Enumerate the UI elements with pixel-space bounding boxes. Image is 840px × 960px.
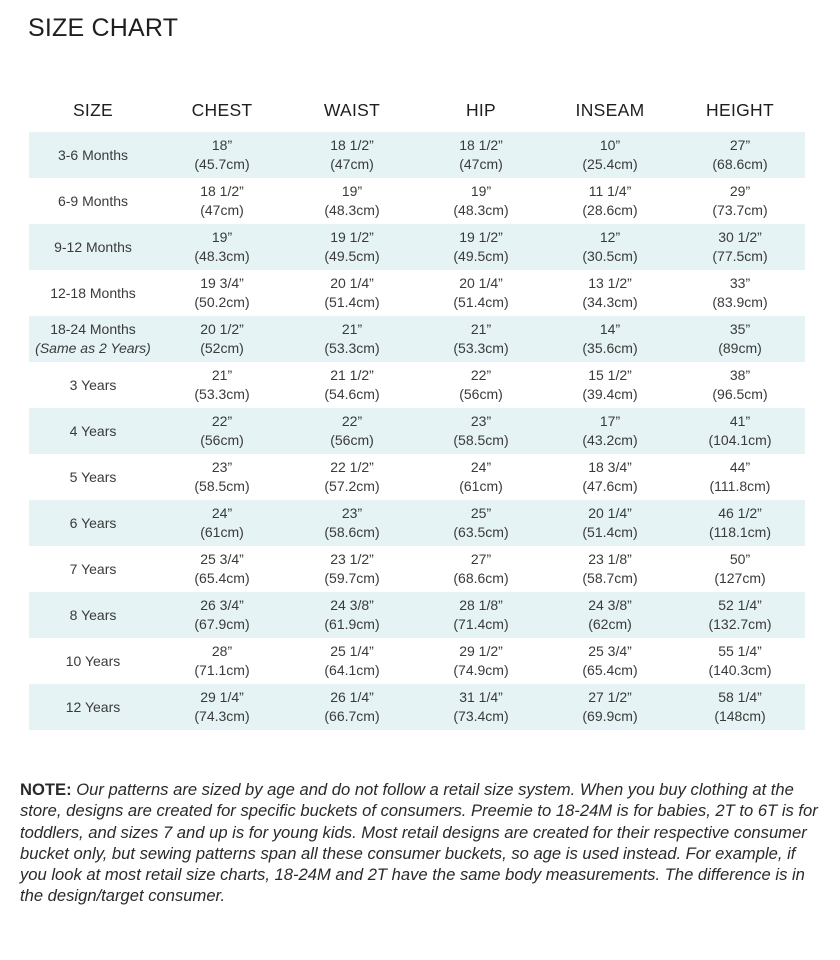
waist-inches: 19 1/2” bbox=[330, 229, 374, 245]
height-cell bbox=[675, 684, 805, 730]
hip-inches: 23” bbox=[470, 413, 492, 429]
chest-cm: (48.3cm) bbox=[194, 248, 250, 264]
chest-cm: (56cm) bbox=[200, 432, 244, 448]
table-row bbox=[29, 684, 805, 730]
hip-cm: (56cm) bbox=[459, 386, 503, 402]
table-body bbox=[29, 132, 805, 730]
inseam-cm: (43.2cm) bbox=[582, 432, 638, 448]
height-cm: (104.1cm) bbox=[708, 432, 772, 448]
inseam-cell bbox=[545, 454, 675, 500]
inseam-inches: 10” bbox=[599, 137, 621, 153]
chest-inches: 29 1/4” bbox=[200, 689, 244, 705]
size-cell bbox=[29, 224, 157, 270]
note-label: NOTE: bbox=[20, 780, 72, 799]
hip-inches: 25” bbox=[470, 505, 492, 521]
height-inches: 30 1/2” bbox=[718, 229, 762, 245]
height-cm: (89cm) bbox=[718, 340, 762, 356]
inseam-cm: (39.4cm) bbox=[582, 386, 638, 402]
size-cell bbox=[29, 362, 157, 408]
chest-cell bbox=[157, 408, 287, 454]
height-cell bbox=[675, 638, 805, 684]
hip-cm: (47cm) bbox=[459, 156, 503, 172]
chest-cell bbox=[157, 638, 287, 684]
table-row bbox=[29, 178, 805, 224]
hip-inches: 31 1/4” bbox=[459, 689, 503, 705]
waist-cell bbox=[287, 546, 417, 592]
inseam-cm: (51.4cm) bbox=[582, 524, 638, 540]
height-cell bbox=[675, 408, 805, 454]
hip-inches: 19 1/2” bbox=[459, 229, 503, 245]
waist-cm: (49.5cm) bbox=[324, 248, 380, 264]
waist-inches: 24 3/8” bbox=[330, 597, 374, 613]
chest-cm: (45.7cm) bbox=[194, 156, 250, 172]
size-note: (Same as 2 Years) bbox=[35, 340, 151, 356]
hip-cell bbox=[417, 546, 545, 592]
chest-inches: 20 1/2” bbox=[200, 321, 244, 337]
inseam-cell bbox=[545, 270, 675, 316]
hip-cell bbox=[417, 684, 545, 730]
waist-cm: (64.1cm) bbox=[324, 662, 380, 678]
waist-cell bbox=[287, 500, 417, 546]
sizing-note bbox=[20, 779, 820, 907]
size-label: 10 Years bbox=[65, 652, 121, 669]
hip-cell bbox=[417, 224, 545, 270]
height-cell bbox=[675, 362, 805, 408]
inseam-cm: (58.7cm) bbox=[582, 570, 638, 586]
inseam-cell bbox=[545, 316, 675, 362]
chest-inches: 25 3/4” bbox=[200, 551, 244, 567]
chest-inches: 24” bbox=[211, 505, 233, 521]
height-cm: (148cm) bbox=[714, 708, 766, 724]
waist-cell bbox=[287, 316, 417, 362]
inseam-cell bbox=[545, 500, 675, 546]
inseam-cell bbox=[545, 408, 675, 454]
hip-cell bbox=[417, 178, 545, 224]
waist-inches: 21 1/2” bbox=[330, 367, 374, 383]
inseam-inches: 25 3/4” bbox=[588, 643, 632, 659]
size-label: 18-24 Months bbox=[50, 321, 136, 337]
waist-cell bbox=[287, 408, 417, 454]
header-size: SIZE bbox=[72, 99, 114, 120]
inseam-inches: 15 1/2” bbox=[588, 367, 632, 383]
header-inseam: INSEAM bbox=[575, 99, 645, 120]
hip-cell bbox=[417, 592, 545, 638]
inseam-cell bbox=[545, 178, 675, 224]
table-row bbox=[29, 408, 805, 454]
chest-cm: (65.4cm) bbox=[194, 570, 250, 586]
hip-inches: 19” bbox=[470, 183, 492, 199]
header-chest: CHEST bbox=[191, 99, 253, 120]
hip-inches: 21” bbox=[470, 321, 492, 337]
waist-inches: 20 1/4” bbox=[330, 275, 374, 291]
height-inches: 50” bbox=[729, 551, 751, 567]
hip-cell bbox=[417, 638, 545, 684]
inseam-cell bbox=[545, 638, 675, 684]
chest-inches: 21” bbox=[211, 367, 233, 383]
header-hip: HIP bbox=[465, 99, 497, 120]
chest-cm: (61cm) bbox=[200, 524, 244, 540]
chest-cell bbox=[157, 132, 287, 178]
table-row bbox=[29, 316, 805, 362]
chest-cm: (67.9cm) bbox=[194, 616, 250, 632]
hip-inches: 18 1/2” bbox=[459, 137, 503, 153]
table-row bbox=[29, 638, 805, 684]
chest-inches: 18 1/2” bbox=[200, 183, 244, 199]
waist-cm: (66.7cm) bbox=[324, 708, 380, 724]
inseam-cell bbox=[545, 224, 675, 270]
waist-inches: 22 1/2” bbox=[330, 459, 374, 475]
height-cell bbox=[675, 224, 805, 270]
size-label: 6 Years bbox=[69, 514, 117, 531]
size-label: 8 Years bbox=[69, 606, 117, 623]
hip-cm: (58.5cm) bbox=[453, 432, 509, 448]
table-header-row bbox=[29, 88, 805, 132]
waist-cm: (61.9cm) bbox=[324, 616, 380, 632]
size-label: 12-18 Months bbox=[50, 284, 136, 301]
size-cell bbox=[29, 638, 157, 684]
inseam-cm: (35.6cm) bbox=[582, 340, 638, 356]
waist-cm: (51.4cm) bbox=[324, 294, 380, 310]
hip-cell bbox=[417, 270, 545, 316]
table-row bbox=[29, 224, 805, 270]
chest-inches: 19” bbox=[211, 229, 233, 245]
size-cell bbox=[29, 500, 157, 546]
chest-inches: 26 3/4” bbox=[200, 597, 244, 613]
waist-cell bbox=[287, 638, 417, 684]
waist-cm: (48.3cm) bbox=[324, 202, 380, 218]
waist-cell bbox=[287, 684, 417, 730]
inseam-inches: 17” bbox=[599, 413, 621, 429]
table-row bbox=[29, 454, 805, 500]
chest-cm: (47cm) bbox=[200, 202, 244, 218]
waist-cell bbox=[287, 224, 417, 270]
hip-cm: (49.5cm) bbox=[453, 248, 509, 264]
inseam-cell bbox=[545, 592, 675, 638]
inseam-cell bbox=[545, 132, 675, 178]
page-title: SIZE CHART bbox=[28, 14, 179, 42]
hip-cell bbox=[417, 454, 545, 500]
waist-inches: 26 1/4” bbox=[330, 689, 374, 705]
waist-cell bbox=[287, 132, 417, 178]
height-inches: 41” bbox=[729, 413, 751, 429]
hip-cm: (61cm) bbox=[459, 478, 503, 494]
height-cell bbox=[675, 270, 805, 316]
size-cell bbox=[29, 454, 157, 500]
size-label: 3 Years bbox=[69, 376, 117, 393]
chest-cell bbox=[157, 178, 287, 224]
waist-inches: 25 1/4” bbox=[330, 643, 374, 659]
hip-cm: (74.9cm) bbox=[453, 662, 509, 678]
hip-cell bbox=[417, 362, 545, 408]
height-cm: (83.9cm) bbox=[712, 294, 768, 310]
height-cm: (111.8cm) bbox=[709, 478, 771, 494]
inseam-inches: 13 1/2” bbox=[588, 275, 632, 291]
chest-cell bbox=[157, 546, 287, 592]
hip-cm: (71.4cm) bbox=[453, 616, 509, 632]
hip-inches: 22” bbox=[470, 367, 492, 383]
inseam-inches: 12” bbox=[599, 229, 621, 245]
hip-cm: (51.4cm) bbox=[453, 294, 509, 310]
height-inches: 33” bbox=[729, 275, 751, 291]
table-row bbox=[29, 132, 805, 178]
waist-cm: (56cm) bbox=[330, 432, 374, 448]
size-label: 7 Years bbox=[69, 560, 117, 577]
hip-cm: (53.3cm) bbox=[453, 340, 509, 356]
hip-inches: 20 1/4” bbox=[459, 275, 503, 291]
inseam-cm: (28.6cm) bbox=[582, 202, 638, 218]
inseam-inches: 27 1/2” bbox=[588, 689, 632, 705]
height-inches: 55 1/4” bbox=[718, 643, 762, 659]
waist-cm: (58.6cm) bbox=[324, 524, 380, 540]
size-label: 5 Years bbox=[69, 468, 117, 485]
height-inches: 38” bbox=[729, 367, 751, 383]
inseam-cm: (34.3cm) bbox=[582, 294, 638, 310]
inseam-cm: (47.6cm) bbox=[582, 478, 638, 494]
hip-cell bbox=[417, 132, 545, 178]
height-inches: 52 1/4” bbox=[718, 597, 762, 613]
waist-cell bbox=[287, 592, 417, 638]
height-inches: 44” bbox=[729, 459, 751, 475]
chest-cell bbox=[157, 454, 287, 500]
hip-cm: (48.3cm) bbox=[453, 202, 509, 218]
chest-cell bbox=[157, 224, 287, 270]
waist-cm: (57.2cm) bbox=[324, 478, 380, 494]
chest-inches: 22” bbox=[211, 413, 233, 429]
header-waist: WAIST bbox=[323, 99, 381, 120]
height-cm: (140.3cm) bbox=[708, 662, 772, 678]
height-cell bbox=[675, 546, 805, 592]
hip-inches: 29 1/2” bbox=[459, 643, 503, 659]
height-cell bbox=[675, 592, 805, 638]
waist-inches: 18 1/2” bbox=[330, 137, 374, 153]
height-cell bbox=[675, 500, 805, 546]
chest-cm: (52cm) bbox=[200, 340, 244, 356]
waist-cell bbox=[287, 270, 417, 316]
size-cell bbox=[29, 178, 157, 224]
chest-cm: (53.3cm) bbox=[194, 386, 250, 402]
height-cell bbox=[675, 316, 805, 362]
height-cell bbox=[675, 132, 805, 178]
hip-cell bbox=[417, 500, 545, 546]
height-cm: (96.5cm) bbox=[712, 386, 768, 402]
waist-inches: 23 1/2” bbox=[330, 551, 374, 567]
height-inches: 29” bbox=[729, 183, 751, 199]
hip-inches: 27” bbox=[470, 551, 492, 567]
hip-inches: 24” bbox=[470, 459, 492, 475]
waist-inches: 23” bbox=[341, 505, 363, 521]
inseam-cm: (30.5cm) bbox=[582, 248, 638, 264]
size-label: 3-6 Months bbox=[57, 146, 129, 163]
inseam-cm: (69.9cm) bbox=[582, 708, 638, 724]
height-cm: (132.7cm) bbox=[708, 616, 772, 632]
chest-cm: (71.1cm) bbox=[194, 662, 250, 678]
hip-cm: (63.5cm) bbox=[453, 524, 509, 540]
header-height: HEIGHT bbox=[706, 99, 774, 120]
hip-cm: (68.6cm) bbox=[453, 570, 509, 586]
waist-cm: (47cm) bbox=[330, 156, 374, 172]
waist-cell bbox=[287, 178, 417, 224]
inseam-inches: 23 1/8” bbox=[588, 551, 632, 567]
height-inches: 27” bbox=[729, 137, 751, 153]
size-cell bbox=[29, 316, 157, 362]
size-label: 9-12 Months bbox=[54, 238, 132, 255]
inseam-cell bbox=[545, 362, 675, 408]
table-row bbox=[29, 592, 805, 638]
size-label: 12 Years bbox=[65, 698, 121, 715]
height-cm: (68.6cm) bbox=[712, 156, 768, 172]
chest-cell bbox=[157, 362, 287, 408]
size-cell bbox=[29, 546, 157, 592]
table-row bbox=[29, 270, 805, 316]
waist-cell bbox=[287, 362, 417, 408]
chest-inches: 18” bbox=[211, 137, 233, 153]
inseam-inches: 11 1/4” bbox=[588, 183, 632, 199]
inseam-cm: (62cm) bbox=[588, 616, 632, 632]
inseam-cm: (25.4cm) bbox=[582, 156, 638, 172]
waist-cm: (59.7cm) bbox=[324, 570, 380, 586]
size-chart-table bbox=[29, 88, 805, 730]
table-row bbox=[29, 500, 805, 546]
chest-cell bbox=[157, 500, 287, 546]
chest-cm: (74.3cm) bbox=[194, 708, 250, 724]
inseam-cm: (65.4cm) bbox=[582, 662, 638, 678]
chest-cm: (50.2cm) bbox=[194, 294, 250, 310]
size-label: 6-9 Months bbox=[57, 192, 129, 209]
height-cm: (73.7cm) bbox=[712, 202, 768, 218]
height-inches: 58 1/4” bbox=[718, 689, 762, 705]
inseam-inches: 14” bbox=[599, 321, 621, 337]
waist-inches: 21” bbox=[341, 321, 363, 337]
height-cm: (127cm) bbox=[714, 570, 766, 586]
hip-cm: (73.4cm) bbox=[453, 708, 509, 724]
chest-inches: 19 3/4” bbox=[200, 275, 244, 291]
size-cell bbox=[29, 684, 157, 730]
height-cell bbox=[675, 454, 805, 500]
height-cm: (118.1cm) bbox=[709, 524, 771, 540]
height-cell bbox=[675, 178, 805, 224]
chest-inches: 28” bbox=[211, 643, 233, 659]
chest-cell bbox=[157, 316, 287, 362]
inseam-inches: 20 1/4” bbox=[588, 505, 632, 521]
inseam-cell bbox=[545, 684, 675, 730]
inseam-inches: 24 3/8” bbox=[588, 597, 632, 613]
hip-cell bbox=[417, 316, 545, 362]
waist-cm: (54.6cm) bbox=[324, 386, 380, 402]
hip-cell bbox=[417, 408, 545, 454]
chest-cell bbox=[157, 592, 287, 638]
hip-inches: 28 1/8” bbox=[459, 597, 503, 613]
size-cell bbox=[29, 132, 157, 178]
size-label: 4 Years bbox=[69, 422, 117, 439]
size-cell bbox=[29, 592, 157, 638]
waist-inches: 22” bbox=[341, 413, 363, 429]
height-inches: 46 1/2” bbox=[718, 505, 762, 521]
chest-inches: 23” bbox=[211, 459, 233, 475]
chest-cm: (58.5cm) bbox=[194, 478, 250, 494]
waist-cm: (53.3cm) bbox=[324, 340, 380, 356]
waist-cell bbox=[287, 454, 417, 500]
table-row bbox=[29, 546, 805, 592]
table-row bbox=[29, 362, 805, 408]
note-text: Our patterns are sized by age and do not follow a retail size system. When you buy clothing at the store, designs are created for specific buckets of consumers. Preemie to 18-24M is for babies, 2T to 6T is for toddlers, and sizes 7 and up is for young kids. Most retail designs are created for their respective consumer bucket only, but sewing patterns span all these consumer buckets, so age is used instead. For example, if you look at most retail size charts, 18-24M and 2T have the same body measurements. The difference is in the design/target consumer. bbox=[20, 780, 818, 906]
height-cm: (77.5cm) bbox=[712, 248, 768, 264]
size-cell bbox=[29, 408, 157, 454]
inseam-inches: 18 3/4” bbox=[588, 459, 632, 475]
inseam-cell bbox=[545, 546, 675, 592]
chest-cell bbox=[157, 684, 287, 730]
chest-cell bbox=[157, 270, 287, 316]
size-cell bbox=[29, 270, 157, 316]
height-inches: 35” bbox=[729, 321, 751, 337]
waist-inches: 19” bbox=[341, 183, 363, 199]
